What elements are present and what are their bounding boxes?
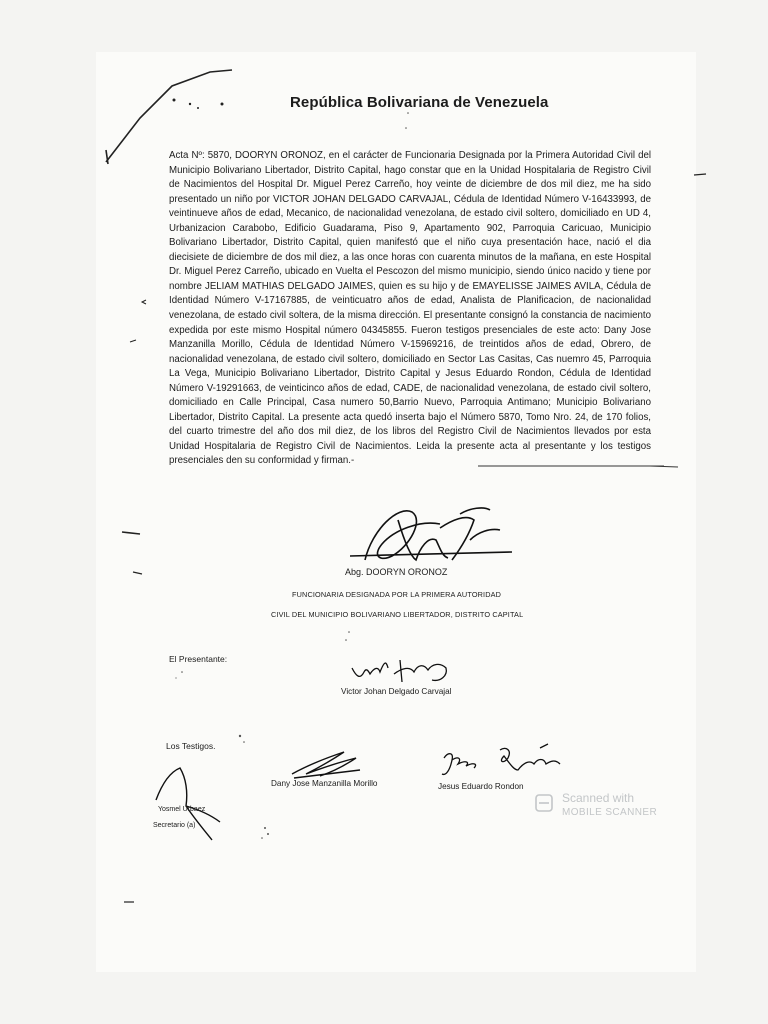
witnesses-label: Los Testigos. xyxy=(166,741,216,751)
secretary-signature xyxy=(156,768,220,840)
signer-name: Abg. DOORYN ORONOZ xyxy=(345,567,448,577)
presenter-signature xyxy=(352,660,446,682)
document-title: República Bolivariana de Venezuela xyxy=(290,94,549,111)
witness-1-name: Dany Jose Manzanilla Morillo xyxy=(271,779,378,788)
watermark-line-2: MOBILE SCANNER xyxy=(562,807,658,818)
witness-2-name: Jesus Eduardo Rondon xyxy=(438,782,524,791)
signer-role-line-2: CIVIL DEL MUNICIPIO BOLIVARIANO LIBERTADOR, DISTRITO CAPITAL xyxy=(271,610,524,619)
presenter-label: El Presentante: xyxy=(169,654,228,664)
presenter-name: Victor Johan Delgado Carvajal xyxy=(341,687,452,696)
secretary-label: Secretario (a) xyxy=(153,822,196,829)
signer-role-line-1: FUNCIONARIA DESIGNADA POR LA PRIMERA AUTORIDAD xyxy=(292,590,502,599)
act-body-text: Acta Nº: 5870, DOORYN ORONOZ, en el carácter de Funcionaria Designada por la Primera Autoridad Civil del Municipio Bolivariano Libertador, Distrito Capital, hago constar que en la Unidad Hospitalaria de Registro Civil de Nacimientos del Hospital Dr. Miguel Perez Carreño, hoy veinte de diciembre de dos mil diez, me ha sido presentado un niño por VICTOR JOHAN DELGADO CARVAJAL, Cédula de Identidad Número V-16433993, de veintinueve años de edad, Mecanico, de nacionalidad venezolana, de estado civil soltero, domiciliado en UD 4, Urbanizacion Carabobo, Edificio Guadarama, Piso 9, Apartamento 902, Parroquia Caricuao, Municipio Bolivariano Libertador, Distrito Capital, quien manifestó que el niño cuya presentación hace, nació el dia diecisiete de diciembre de dos mil diez, a las once horas con cuarenta minutos de la mañana, en este Hospital Dr. Miguel Perez Carreño, ubicado en Vuelta el Pescozon del mismo municipio, siendo único nacido y tiene por nombre JELIAM MATHIAS DELGADO JAIMES, quien es su hijo y de EMAYELISSE JAIMES AVILA, Cédula de Identidad Número V-17167885, de veinticuatro años de edad, Analista de Planificacion, de nacionalidad venezolana, de estado civil soltera, de la misma dirección. El presentante consignó la constancia de nacimiento expedida por este mismo Hospital número 04345855. Fueron testigos presenciales de este acto: Dany Jose Manzanilla Morillo, Cédula de Identidad Número V-15969216, de treintidos años de edad, Obrero, de nacionalidad venezolana, de estado civil soltero, domiciliado en Sector Las Casitas, Cas nuemro 45, Parroquia La Vega, Municipio Bolivariano Libertador, Distrito Capital y Jesus Eduardo Rondon, Cédula de Identidad Número V-19291663, de veinticinco años de edad, CADE, de nacionalidad venezolana, de estado civil soltero, domiciliado en Calle Principal, Casa numero 50,Barrio Nuevo, Parroquia Antimano; Municipio Bolivariano Libertador, Distrito Capital. La presente acta quedó inserta bajo el Número 5870, Tomo Nro. 24, de 170 folios, del cuarto trimestre del año dos mil diez, de los libros del Registro Civil de Nacimientos llevados por esta Unidad Hospitalaria de Registro Civil de Nacimientos. Leida la presente acta al presentante y los testigos presenciales den su conformidad y firman.- xyxy=(169,150,651,467)
watermark-line-1: Scanned with xyxy=(562,791,635,805)
scanner-icon xyxy=(534,792,554,814)
witness-1-signature xyxy=(292,752,360,778)
official-signature xyxy=(350,508,512,560)
witness-2-signature xyxy=(442,744,560,774)
secretary-name: Yosmel Urbaez xyxy=(158,806,206,813)
